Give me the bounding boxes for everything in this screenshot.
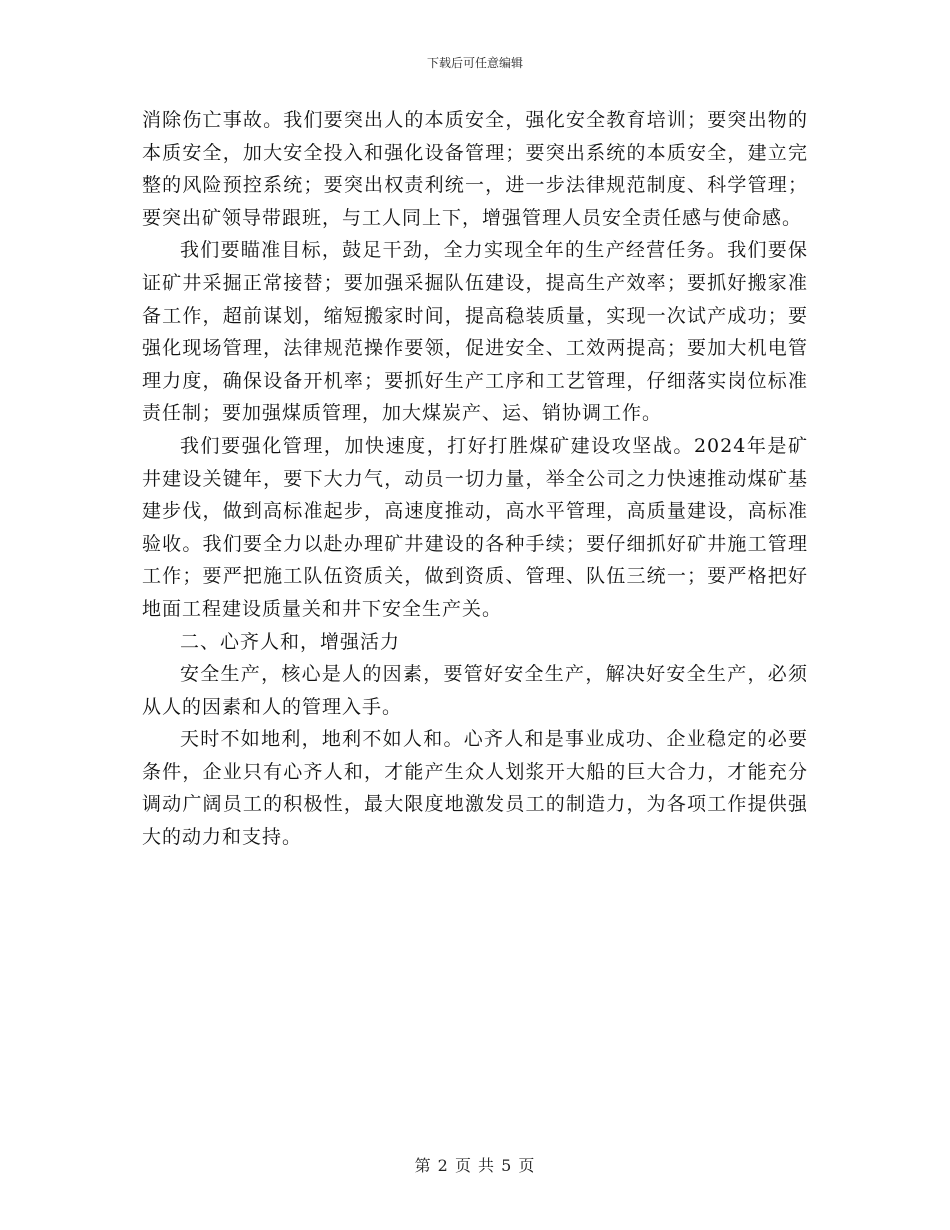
paragraph: 天时不如地利，地利不如人和。心齐人和是事业成功、企业稳定的必要条件，企业只有心齐人和，才能产生众人划浆开大船的巨大合力，才能充分调动广阔员工的积极性，最大限度地激发员工的制造力，为各项工作提供强大的动力和支持。 (142, 728, 808, 849)
paragraph: 我们要强化管理，加快速度，打好打胜煤矿建设攻坚战。2024年是矿井建设关键年，要下大力气，动员一切力量，举全公司之力快速推动煤矿基建步伐，做到高标准起步，高速度推动，高水平管理，高质量建设，高标准验收。我们要全力以赴办理矿井建设的各种手续；要仔细抓好矿井施工管理工作；要严把施工队伍资质关，做到资质、管理、队伍三统一；要严格把好地面工程建设质量关和井下安全生产关。 (142, 434, 808, 620)
section-heading: 二、心齐人和，增强活力 (180, 630, 401, 653)
paragraph: 安全生产，核心是人的因素，要管好安全生产，解决好安全生产，必须从人的因素和人的管理入手。 (142, 663, 808, 718)
paragraph: 我们要瞄准目标，鼓足干劲，全力实现全年的生产经营任务。我们要保证矿井采掘正常接替；要加强采掘队伍建设，提高生产效率；要抓好搬家准备工作，超前谋划，缩短搬家时间，提高稳装质量，实现一次试产成功；要强化现场管理，法律规范操作要领，促进安全、工效两提高；要加大机电管理力度，确保设备开机率；要抓好生产工序和工艺管理，仔细落实岗位标准责任制；要加强煤质管理，加大煤炭产、运、销协调工作。 (142, 239, 808, 425)
paragraph: 消除伤亡事故。我们要突出人的本质安全，强化安全教育培训；要突出物的本质安全，加大安全投入和强化设备管理；要突出系统的本质安全，建立完整的风险预控系统；要突出权责利统一，进一步法律规范制度、科学管理；要突出矿领导带跟班，与工人同上下，增强管理人员安全责任感与使命感。 (142, 109, 808, 229)
document-body (142, 104, 808, 854)
page-number: 第 2 页 共 5 页 (414, 1156, 536, 1175)
page-header: 下载后可任意编辑 (426, 56, 523, 70)
